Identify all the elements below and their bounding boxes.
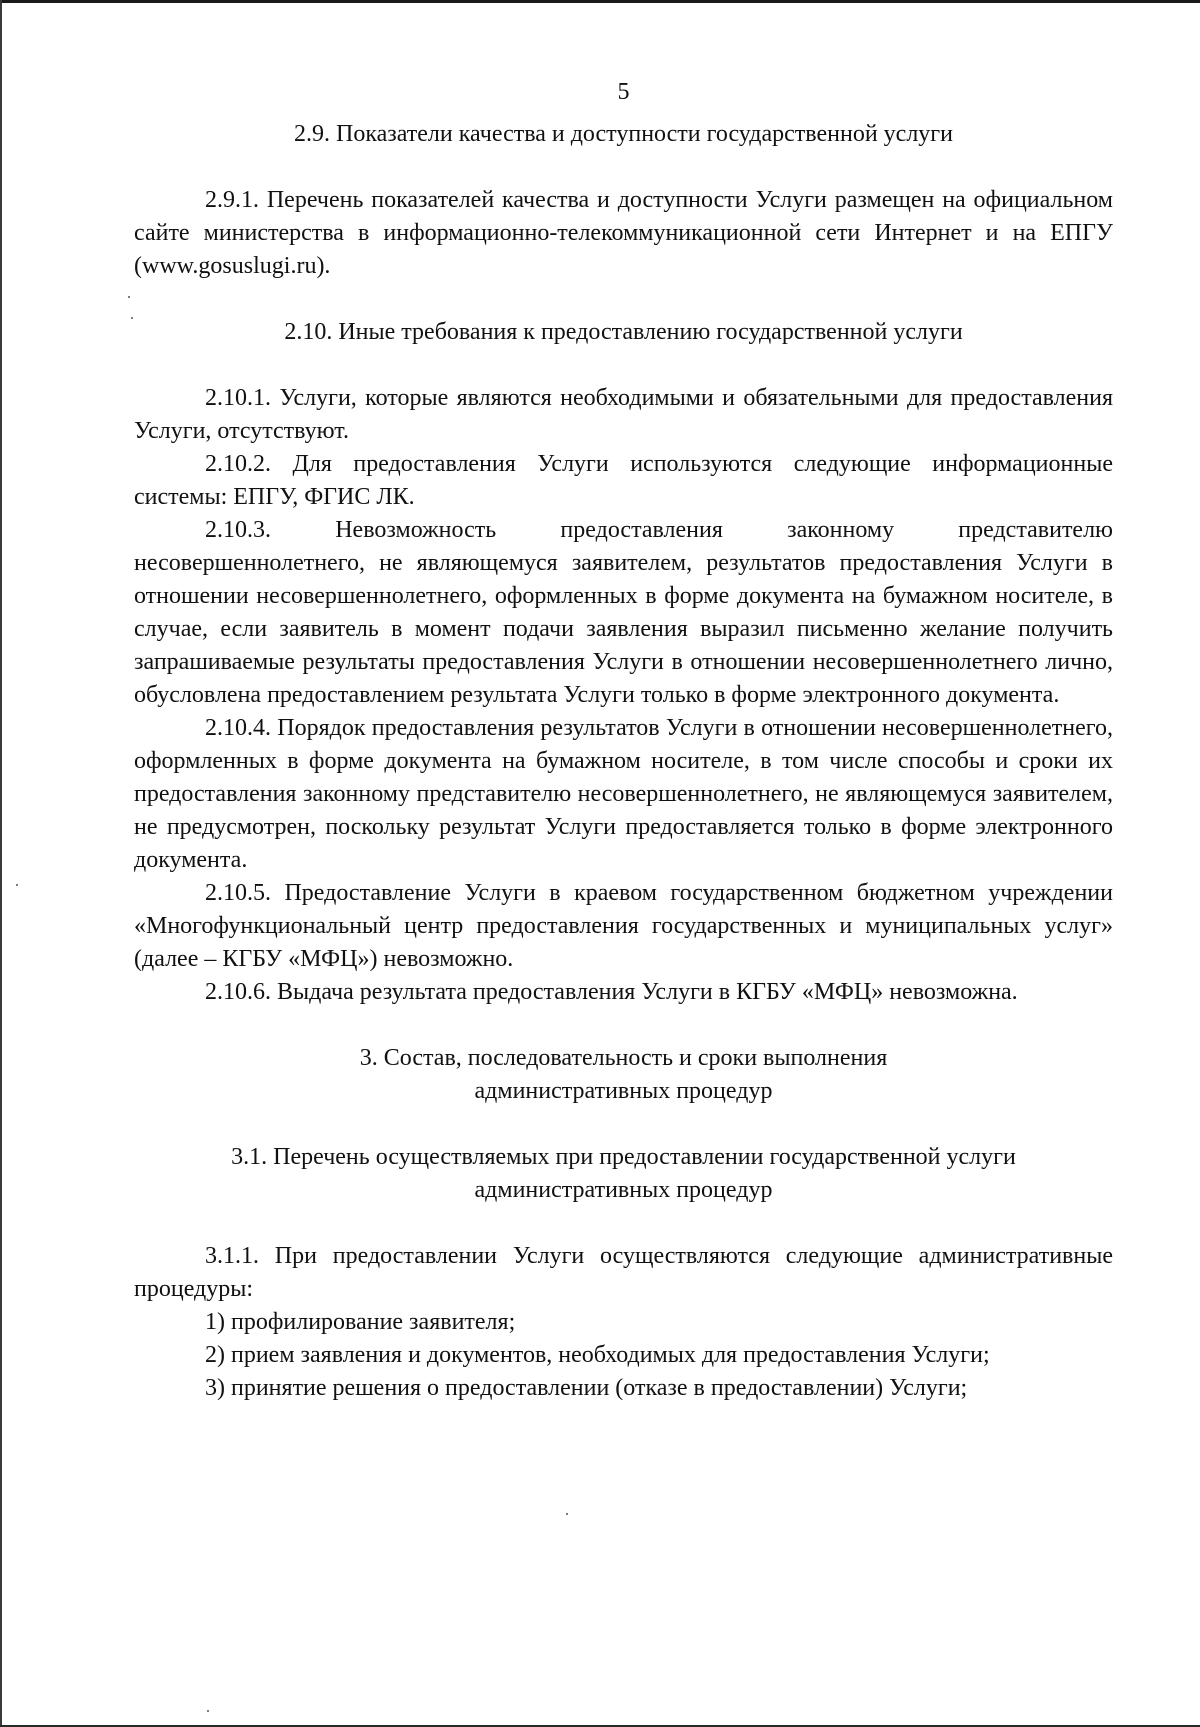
- paragraph-2-10-3: 2.10.3. Невозможность предоставления законному представителю несовершеннолетнего, не являющемуся заявителем, результатов предоставления Услуги в отношении несовершеннолетнего, оформленных в форме документа на бумажном носителе, в случае, если заявитель в момент подачи заявления выразил письменно желание получить запрашиваемые результаты предоставления Услуги в отношении несовершеннолетнего лично, обусловлена предоставлением результата Услуги только в форме электронного документа.: [134, 517, 1113, 708]
- section-3-1-heading-line-1: 3.1. Перечень осуществляемых при предоставлении государственной услуги: [231, 1144, 1016, 1170]
- page-number: 5: [617, 79, 630, 105]
- list-item-1: 1) профилирование заявителя;: [205, 1309, 516, 1335]
- section-2-9-heading: 2.9. Показатели качества и доступности государственной услуги: [294, 121, 953, 147]
- scan-speck: [16, 884, 18, 886]
- paragraph-2-10-2: 2.10.2. Для предоставления Услуги используются следующие информационные системы: ЕПГУ, ФГИС ЛК.: [134, 451, 1113, 510]
- paragraph-2-9-1: 2.9.1. Перечень показателей качества и доступности Услуги размещен на официальном сайте министерства в информационно-телекоммуникационной сети Интернет и на ЕПГУ (www.gosuslugi.ru).: [134, 187, 1113, 279]
- section-3-1-heading-line-2: административных процедур: [474, 1177, 773, 1203]
- section-2-10-heading: 2.10. Иные требования к предоставлению государственной услуги: [284, 319, 963, 345]
- paragraph-2-10-5: 2.10.5. Предоставление Услуги в краевом государственном бюджетном учреждении «Многофункциональный центр предоставления государственных и муниципальных услуг» (далее – КГБУ «МФЦ») невозможно.: [134, 880, 1113, 972]
- scan-left-edge: [0, 0, 2, 1727]
- list-item-2: 2) прием заявления и документов, необходимых для предоставления Услуги;: [205, 1342, 990, 1368]
- paragraph-2-10-4: 2.10.4. Порядок предоставления результатов Услуги в отношении несовершеннолетнего, оформленных в форме документа на бумажном носителе, в том числе способы и сроки их предоставления законному представителю несовершеннолетнего, не являющемуся заявителем, не предусмотрен, поскольку результат Услуги предоставляется только в форме электронного документа.: [134, 715, 1113, 873]
- section-3-heading-line-2: административных процедур: [474, 1078, 773, 1104]
- section-3-heading-line-1: 3. Состав, последовательность и сроки выполнения: [359, 1045, 888, 1071]
- scan-speck: [128, 296, 130, 298]
- paragraph-2-10-1: 2.10.1. Услуги, которые являются необходимыми и обязательными для предоставления Услуги, отсутствуют.: [134, 385, 1113, 444]
- scan-speck: [207, 1710, 209, 1712]
- scan-top-edge: [0, 0, 1200, 3]
- paragraph-2-10-6: 2.10.6. Выдача результата предоставления Услуги в КГБУ «МФЦ» невозможна.: [205, 979, 1018, 1005]
- paragraph-3-1-1: 3.1.1. При предоставлении Услуги осуществляются следующие административные процедуры:: [134, 1243, 1113, 1302]
- list-item-3: 3) принятие решения о предоставлении (отказе в предоставлении) Услуги;: [205, 1375, 968, 1401]
- scan-speck: [566, 1513, 568, 1515]
- scan-speck: [131, 317, 133, 319]
- document-body: [134, 76, 1113, 1405]
